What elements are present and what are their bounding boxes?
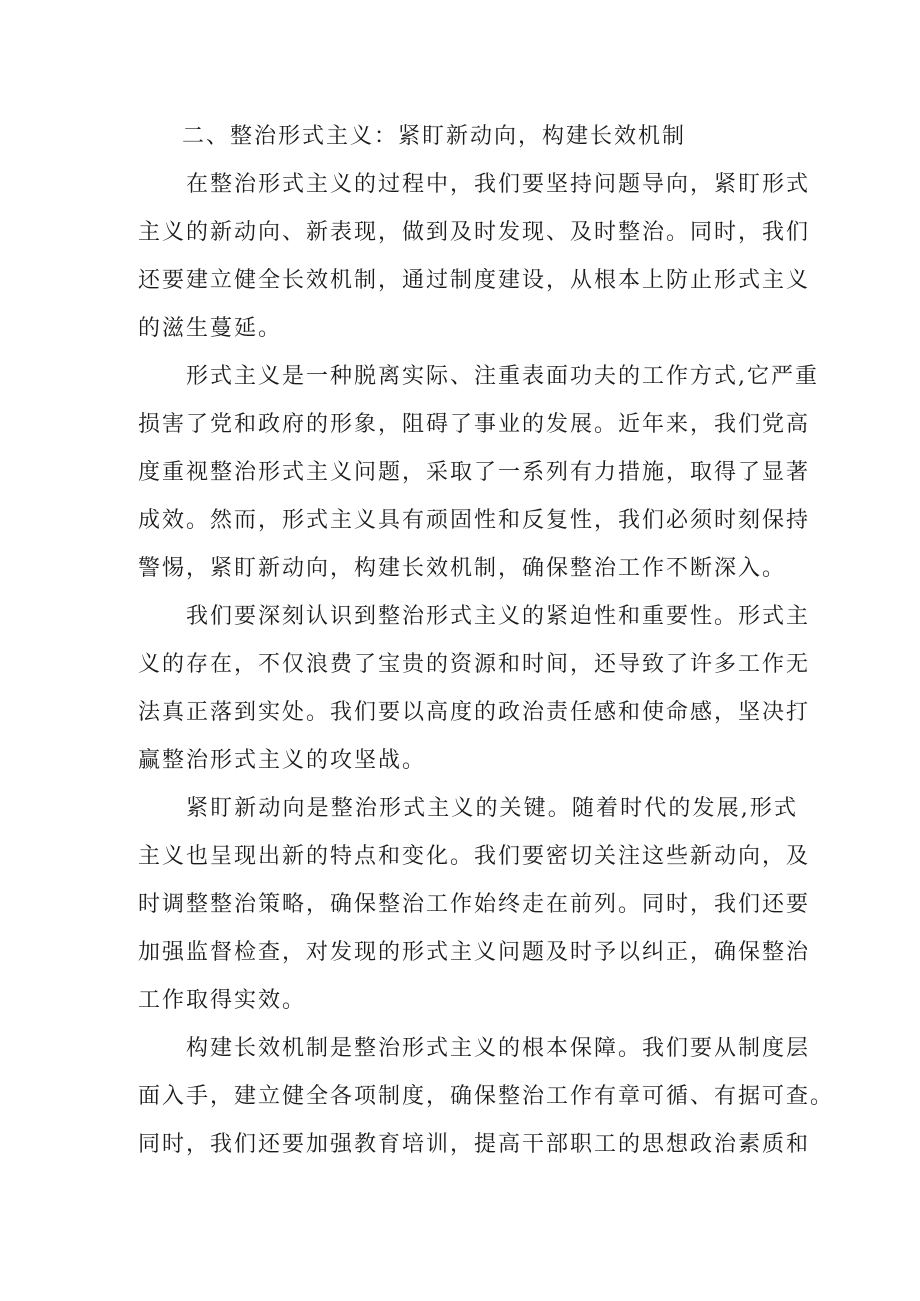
- paragraph-line: 构建长效机制是整治形式主义的根本保障。我们要从制度层: [186, 1036, 811, 1061]
- paragraph-line: 损害了党和政府的形象，阻碍了事业的发展。近年来，我们党高: [138, 412, 811, 437]
- paragraph-5: [138, 1025, 835, 1169]
- paragraph-line: 的滋生蔓延。: [138, 316, 283, 341]
- paragraph-line: 加强监督检查，对发现的形式主义问题及时予以纠正，确保整治: [138, 940, 811, 965]
- paragraph-line: 法真正落到实处。我们要以高度的政治责任感和使命感，坚决打: [138, 700, 811, 725]
- paragraph-line: 度重视整治形式主义问题，采取了一系列有力措施，取得了显著: [138, 460, 811, 485]
- paragraph-line: 主义也呈现出新的特点和变化。我们要密切关注这些新动向，及: [138, 844, 811, 869]
- paragraph-line: 工作取得实效。: [138, 988, 307, 1013]
- paragraph-line: 成效。然而，形式主义具有顽固性和反复性，我们必须时刻保持: [138, 508, 811, 533]
- paragraph-line: 在整治形式主义的过程中，我们要坚持问题导向，紧盯形式: [186, 172, 811, 197]
- paragraph-line: 警惕，紧盯新动向，构建长效机制，确保整治工作不断深入。: [138, 556, 787, 581]
- paragraph-4: [138, 785, 811, 1025]
- section-heading: 二、整治形式主义：紧盯新动向，构建长效机制: [182, 124, 687, 149]
- paragraph-line: 还要建立健全长效机制，通过制度建设，从根本上防止形式主义: [138, 268, 811, 293]
- paragraph-2: [138, 353, 819, 593]
- paragraph-1: [138, 161, 811, 353]
- paragraph-line: 形式主义是一种脱离实际、注重表面功夫的工作方式,它严重: [186, 364, 819, 389]
- document-body: [138, 113, 835, 1169]
- paragraph-line: 赢整治形式主义的攻坚战。: [138, 748, 427, 773]
- paragraph-line: 紧盯新动向是整治形式主义的关键。随着时代的发展,形式: [186, 796, 798, 821]
- paragraph-line: 同时，我们还要加强教育培训，提高干部职工的思想政治素质和: [138, 1132, 811, 1157]
- paragraph-3: [138, 593, 811, 785]
- paragraph-line: 义的存在，不仅浪费了宝贵的资源和时间，还导致了许多工作无: [138, 652, 811, 677]
- paragraph-line: 时调整整治策略，确保整治工作始终走在前列。同时，我们还要: [138, 892, 811, 917]
- paragraph-line: 主义的新动向、新表现，做到及时发现、及时整治。同时，我们: [138, 220, 811, 245]
- paragraph-line: 面入手，建立健全各项制度，确保整治工作有章可循、有据可查。: [138, 1084, 835, 1109]
- paragraph-line: 我们要深刻认识到整治形式主义的紧迫性和重要性。形式主: [186, 604, 811, 629]
